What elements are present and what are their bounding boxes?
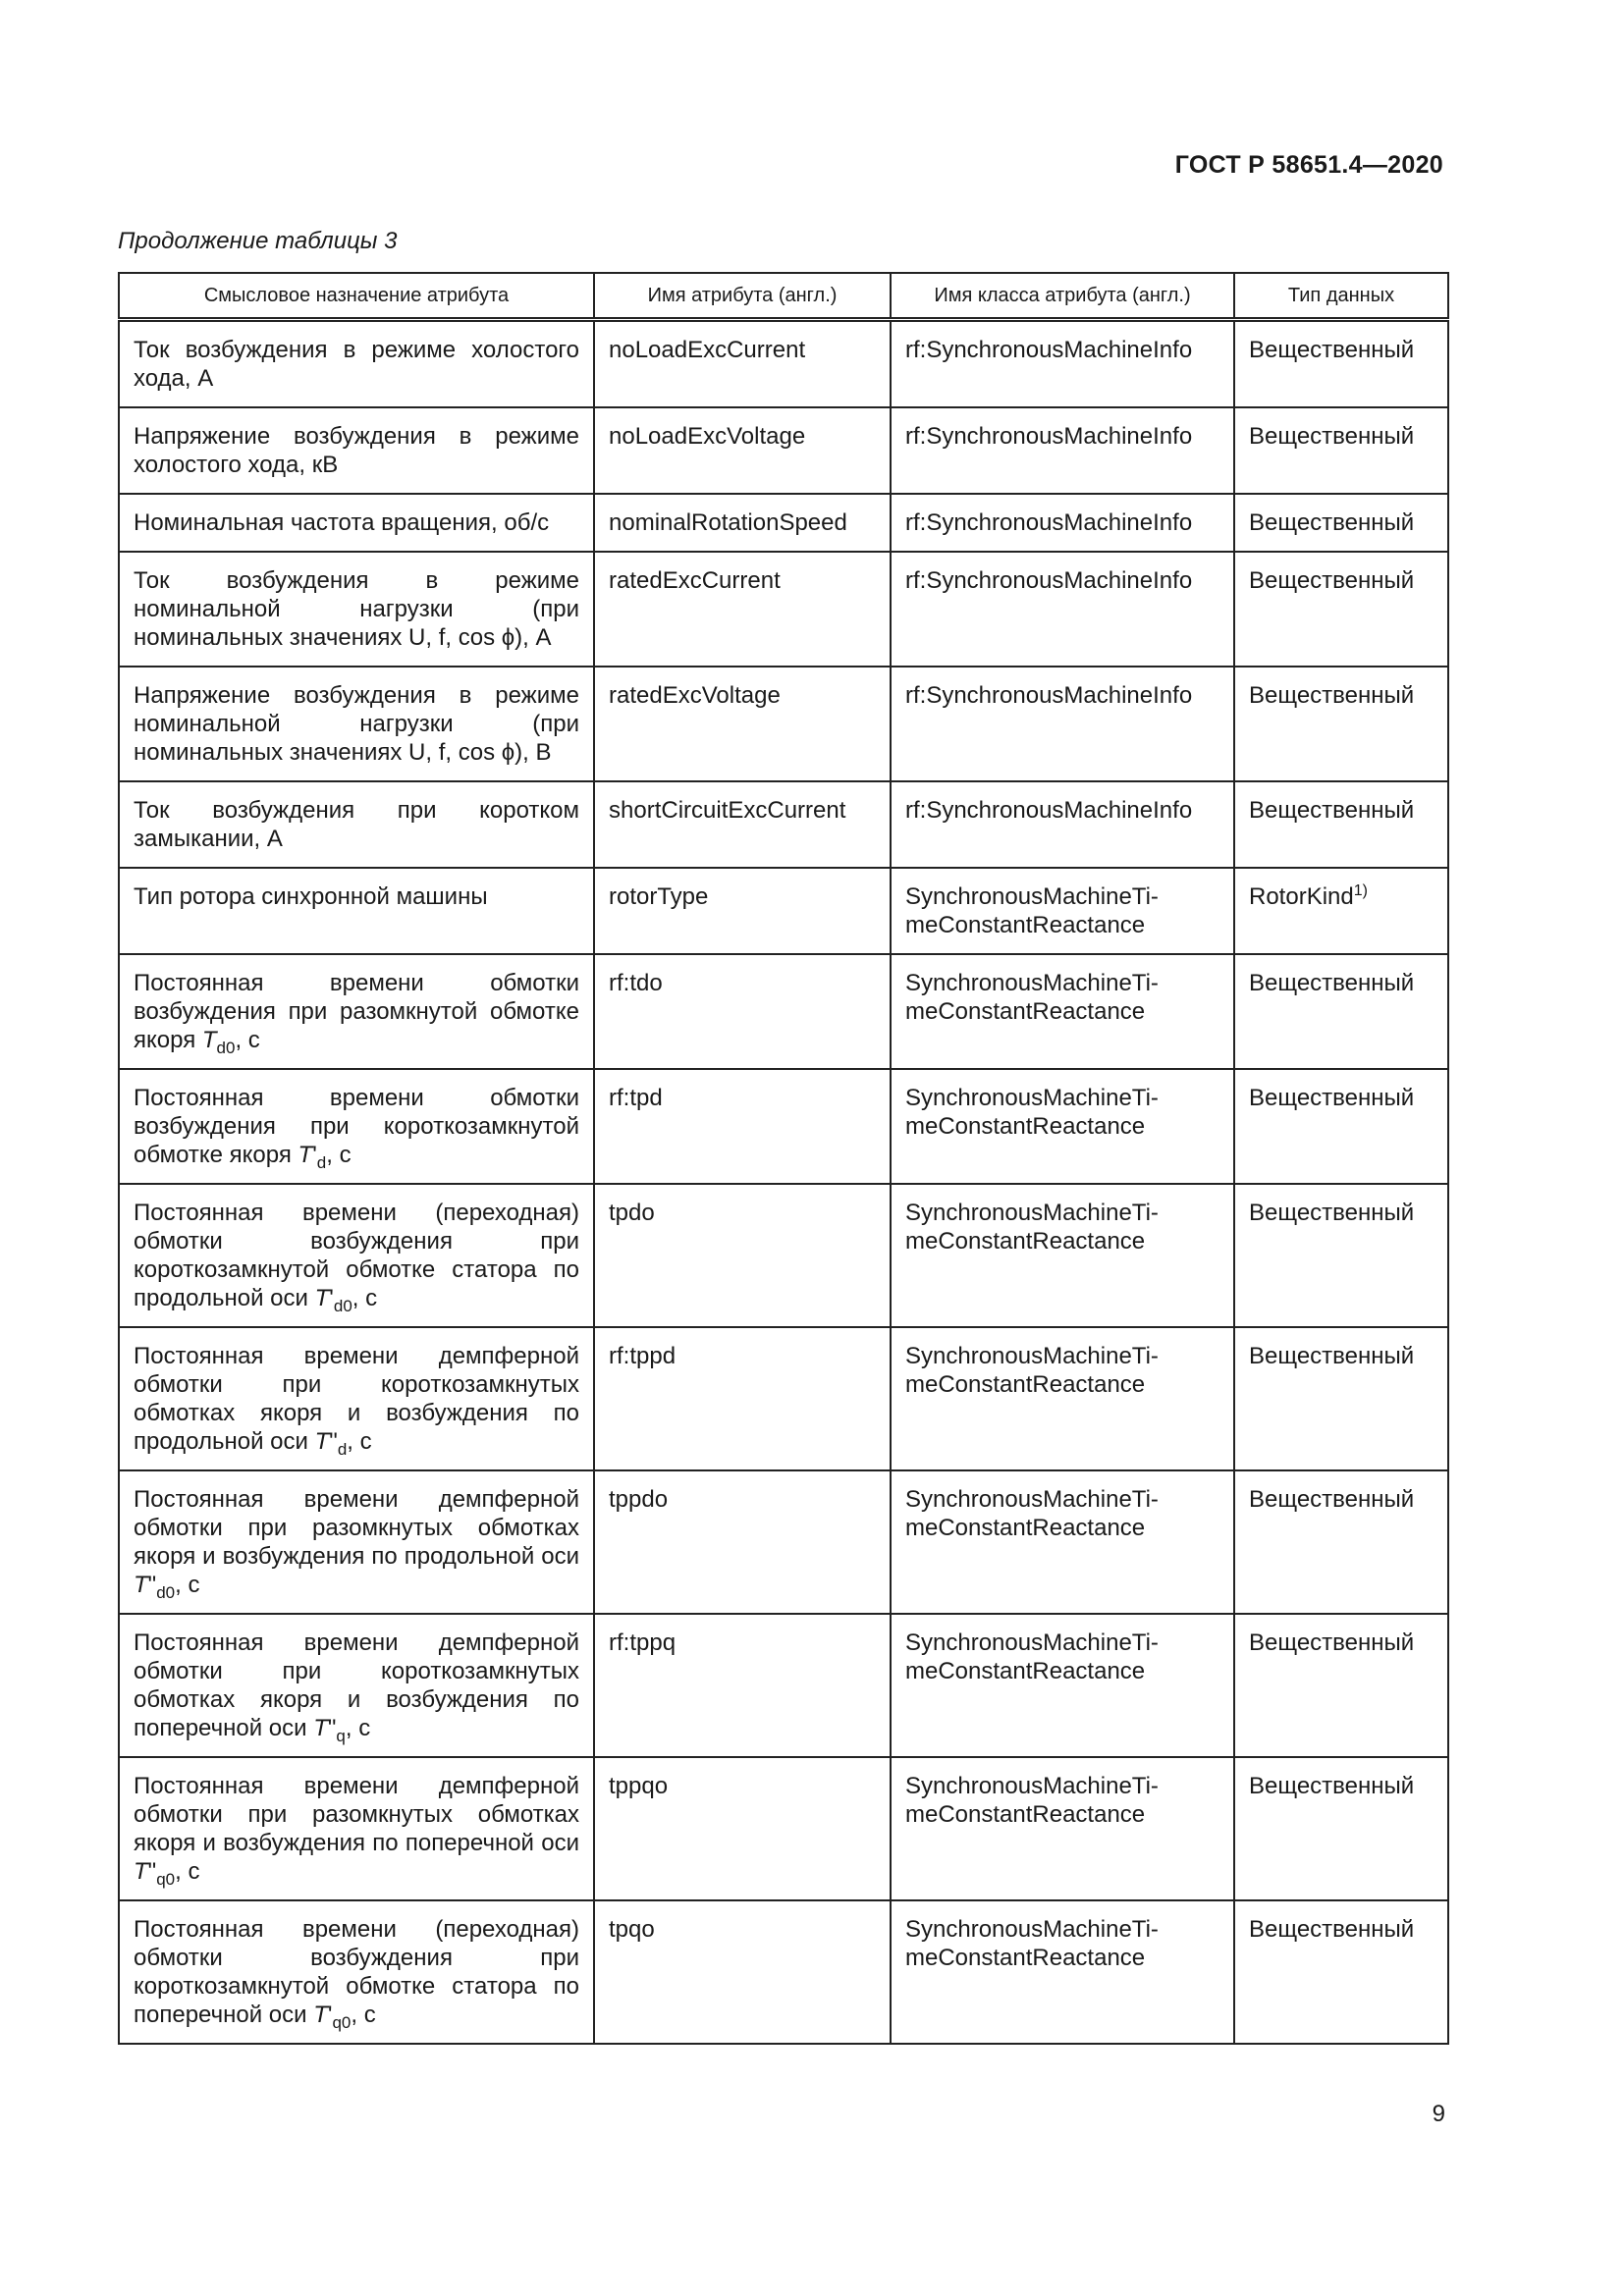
cell-attribute-class	[891, 320, 1234, 408]
symbol-subscript: q0	[156, 1869, 176, 1889]
class-name-line: SynchronousMachineTi-	[905, 1343, 1159, 1369]
table-row	[119, 1614, 1448, 1757]
table-row	[119, 1757, 1448, 1900]
cell-attribute-class	[891, 1327, 1234, 1470]
table-row	[119, 667, 1448, 781]
cell-attribute-name: rotorType	[594, 868, 891, 954]
symbol-subscript: d	[337, 1439, 348, 1459]
symbol-prime: '	[327, 2002, 333, 2028]
purpose-text: Напряжение возбуждения в режиме номинальной нагрузки (при номинальных значениях U, f, cos ϕ), В	[134, 682, 579, 766]
cell-attribute-class	[891, 1184, 1234, 1327]
cell-purpose	[119, 1470, 594, 1614]
cell-attribute-name: tpqo	[594, 1900, 891, 2044]
data-type-text: Вещественный	[1249, 970, 1415, 996]
column-header-purpose: Смысловое назначение атрибута	[119, 273, 594, 320]
purpose-text: Постоянная времени (переходная) обмотки возбуждения при короткозамкнутой обмотке статора по поперечной оси	[134, 1916, 579, 2028]
symbol: T	[134, 1858, 148, 1885]
cell-attribute-class	[891, 1900, 1234, 2044]
cell-attribute-class	[891, 407, 1234, 494]
table-row	[119, 1470, 1448, 1614]
class-name-line: SynchronousMachineTi-	[905, 1200, 1159, 1226]
symbol: T	[314, 1428, 330, 1455]
cell-attribute-name: ratedExcVoltage	[594, 667, 891, 781]
purpose-text: Напряжение возбуждения в режиме холостого хода, кВ	[134, 423, 579, 478]
table-row	[119, 781, 1448, 868]
symbol: T	[313, 1715, 328, 1741]
purpose-text: Постоянная времени демпферной обмотки при короткозамкнутых обмотках якоря и возбуждения по поперечной оси	[134, 1629, 579, 1741]
data-type-text: Вещественный	[1249, 1200, 1415, 1226]
cell-purpose	[119, 1184, 594, 1327]
symbol-subscript: d	[316, 1152, 327, 1172]
data-type-text: Вещественный	[1249, 423, 1415, 450]
class-name-line: rf:SynchronousMachineInfo	[905, 797, 1193, 824]
cell-data-type	[1234, 407, 1448, 494]
class-name-line: meConstantReactance	[905, 912, 1146, 938]
symbol-subscript: d0	[216, 1038, 236, 1057]
class-name-line: SynchronousMachineTi-	[905, 1629, 1159, 1656]
purpose-text: Постоянная времени демпферной обмотки при разомкнутых обмотках якоря и возбуждения по поперечной оси	[134, 1773, 579, 1856]
table-row	[119, 1900, 1448, 2044]
symbol: T	[313, 2002, 328, 2028]
purpose-unit: , с	[352, 1285, 378, 1311]
table-row	[119, 868, 1448, 954]
purpose-unit: , с	[175, 1858, 200, 1885]
cell-attribute-class	[891, 1069, 1234, 1184]
purpose-unit: , с	[235, 1027, 260, 1053]
symbol-prime: "	[147, 1572, 157, 1598]
table-row	[119, 552, 1448, 667]
cell-purpose	[119, 667, 594, 781]
cell-purpose	[119, 1900, 594, 2044]
cell-attribute-class	[891, 781, 1234, 868]
symbol: T	[298, 1142, 313, 1168]
purpose-text: Ток возбуждения в режиме холостого хода, А	[134, 337, 579, 392]
table-row	[119, 320, 1448, 408]
cell-attribute-name: rf:tpd	[594, 1069, 891, 1184]
data-type-text: Вещественный	[1249, 509, 1415, 536]
cell-purpose	[119, 1327, 594, 1470]
data-type-text: Вещественный	[1249, 1629, 1415, 1656]
data-type-text: Вещественный	[1249, 682, 1415, 709]
cell-attribute-name: tpdo	[594, 1184, 891, 1327]
cell-data-type	[1234, 320, 1448, 408]
cell-purpose	[119, 868, 594, 954]
cell-attribute-name: rf:tdo	[594, 954, 891, 1069]
cell-purpose	[119, 1069, 594, 1184]
purpose-text: Постоянная времени обмотки возбуждения при короткозамкнутой обмотке якоря	[134, 1085, 579, 1168]
table-row	[119, 1069, 1448, 1184]
cell-attribute-class	[891, 1757, 1234, 1900]
class-name-line: meConstantReactance	[905, 1515, 1146, 1541]
purpose-text: Постоянная времени демпферной обмотки при разомкнутых обмотках якоря и возбуждения по продольной оси	[134, 1486, 579, 1570]
cell-purpose	[119, 781, 594, 868]
table-row	[119, 1327, 1448, 1470]
cell-attribute-class	[891, 494, 1234, 552]
symbol-prime: "	[147, 1858, 157, 1885]
cell-data-type	[1234, 552, 1448, 667]
symbol-subscript: d0	[333, 1296, 352, 1315]
footnote-marker: 1)	[1353, 882, 1368, 899]
symbol-subscript: d0	[156, 1582, 176, 1602]
cell-attribute-name: rf:tppq	[594, 1614, 891, 1757]
table-continuation-caption: Продолжение таблицы 3	[118, 228, 398, 254]
data-type-text: Вещественный	[1249, 337, 1415, 363]
table-row	[119, 494, 1448, 552]
symbol: T	[134, 1572, 148, 1598]
class-name-line: SynchronousMachineTi-	[905, 883, 1159, 910]
cell-data-type	[1234, 868, 1448, 954]
cell-purpose	[119, 552, 594, 667]
class-name-line: rf:SynchronousMachineInfo	[905, 423, 1193, 450]
cell-data-type	[1234, 1470, 1448, 1614]
cell-attribute-name: rf:tppd	[594, 1327, 891, 1470]
purpose-text: Постоянная времени демпферной обмотки при короткозамкнутых обмотках якоря и возбуждения по продольной оси	[134, 1343, 579, 1455]
table-row	[119, 954, 1448, 1069]
cell-attribute-class	[891, 667, 1234, 781]
data-type-text: RotorKind	[1249, 883, 1354, 910]
data-type-text: Вещественный	[1249, 1085, 1415, 1111]
data-type-text: Вещественный	[1249, 567, 1415, 594]
cell-data-type	[1234, 494, 1448, 552]
purpose-text: Постоянная времени (переходная) обмотки возбуждения при короткозамкнутой обмотке статора по продольной оси	[134, 1200, 579, 1311]
column-header-attribute-class: Имя класса атрибута (англ.)	[891, 273, 1234, 320]
symbol-subscript: q0	[332, 2012, 352, 2032]
cell-data-type	[1234, 1069, 1448, 1184]
cell-attribute-name: ratedExcCurrent	[594, 552, 891, 667]
class-name-line: rf:SynchronousMachineInfo	[905, 337, 1193, 363]
cell-attribute-name: noLoadExcCurrent	[594, 320, 891, 408]
symbol-prime: "	[327, 1715, 337, 1741]
symbol-subscript: q	[336, 1726, 346, 1745]
cell-purpose	[119, 1757, 594, 1900]
class-name-line: SynchronousMachineTi-	[905, 970, 1159, 996]
standard-designation: ГОСТ Р 58651.4—2020	[1174, 151, 1443, 179]
purpose-unit: , с	[345, 1715, 371, 1741]
class-name-line: SynchronousMachineTi-	[905, 1486, 1159, 1513]
cell-data-type	[1234, 954, 1448, 1069]
column-header-attribute-name: Имя атрибута (англ.)	[594, 273, 891, 320]
purpose-text: Постоянная времени обмотки возбуждения при разомкнутой обмотке якоря	[134, 970, 579, 1053]
cell-attribute-name: shortCircuitExcCurrent	[594, 781, 891, 868]
cell-attribute-name: tppqo	[594, 1757, 891, 1900]
class-name-line: rf:SynchronousMachineInfo	[905, 567, 1193, 594]
cell-attribute-class	[891, 1614, 1234, 1757]
class-name-line: meConstantReactance	[905, 998, 1146, 1025]
cell-data-type	[1234, 1757, 1448, 1900]
cell-data-type	[1234, 1900, 1448, 2044]
data-type-text: Вещественный	[1249, 797, 1415, 824]
table-body	[119, 320, 1448, 2045]
purpose-unit: , с	[347, 1428, 372, 1455]
symbol: T	[201, 1027, 217, 1053]
purpose-text: Тип ротора синхронной машины	[134, 883, 488, 910]
cell-purpose	[119, 954, 594, 1069]
symbol-prime: '	[312, 1142, 317, 1168]
purpose-unit: , с	[351, 2002, 376, 2028]
purpose-unit: , с	[175, 1572, 200, 1598]
class-name-line: meConstantReactance	[905, 1228, 1146, 1255]
class-name-line: SynchronousMachineTi-	[905, 1085, 1159, 1111]
cell-purpose	[119, 1614, 594, 1757]
cell-attribute-name: tppdo	[594, 1470, 891, 1614]
data-type-text: Вещественный	[1249, 1343, 1415, 1369]
class-name-line: meConstantReactance	[905, 1945, 1146, 1971]
class-name-line: meConstantReactance	[905, 1113, 1146, 1140]
table-row	[119, 1184, 1448, 1327]
purpose-text: Ток возбуждения в режиме номинальной нагрузки (при номинальных значениях U, f, cos ϕ), А	[134, 567, 579, 651]
table-header-row	[119, 273, 1448, 320]
cell-attribute-class	[891, 552, 1234, 667]
class-name-line: meConstantReactance	[905, 1801, 1146, 1828]
cell-data-type	[1234, 781, 1448, 868]
class-name-line: meConstantReactance	[905, 1371, 1146, 1398]
class-name-line: SynchronousMachineTi-	[905, 1773, 1159, 1799]
cell-data-type	[1234, 667, 1448, 781]
column-header-data-type: Тип данных	[1234, 273, 1448, 320]
purpose-unit: , с	[326, 1142, 352, 1168]
class-name-line: meConstantReactance	[905, 1658, 1146, 1684]
class-name-line: rf:SynchronousMachineInfo	[905, 682, 1193, 709]
cell-data-type	[1234, 1184, 1448, 1327]
cell-data-type	[1234, 1327, 1448, 1470]
symbol-prime: '	[329, 1285, 334, 1311]
cell-attribute-class	[891, 868, 1234, 954]
cell-data-type	[1234, 1614, 1448, 1757]
cell-purpose	[119, 407, 594, 494]
cell-attribute-name: noLoadExcVoltage	[594, 407, 891, 494]
data-type-text: Вещественный	[1249, 1486, 1415, 1513]
table-row	[119, 407, 1448, 494]
attribute-table	[118, 272, 1449, 2045]
cell-purpose	[119, 320, 594, 408]
purpose-text: Номинальная частота вращения, об/с	[134, 509, 550, 536]
purpose-text: Ток возбуждения при коротком замыкании, А	[134, 797, 579, 852]
data-type-text: Вещественный	[1249, 1916, 1415, 1943]
cell-purpose	[119, 494, 594, 552]
cell-attribute-name: nominalRotationSpeed	[594, 494, 891, 552]
symbol: T	[314, 1285, 330, 1311]
page-number: 9	[1432, 2101, 1445, 2127]
data-type-text: Вещественный	[1249, 1773, 1415, 1799]
cell-attribute-class	[891, 954, 1234, 1069]
symbol-prime: "	[329, 1428, 338, 1455]
class-name-line: SynchronousMachineTi-	[905, 1916, 1159, 1943]
cell-attribute-class	[891, 1470, 1234, 1614]
class-name-line: rf:SynchronousMachineInfo	[905, 509, 1193, 536]
